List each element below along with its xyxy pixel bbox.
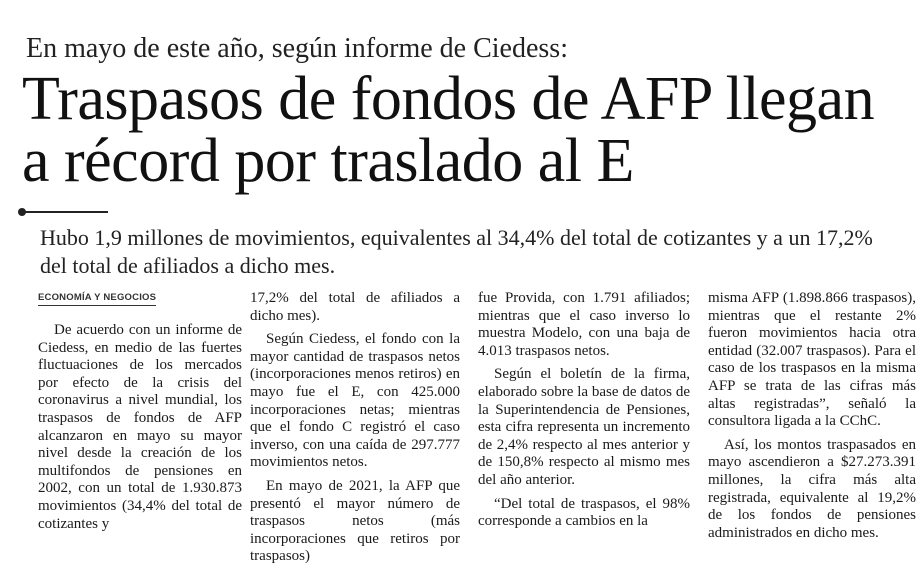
paragraph: Así, los montos traspasados en mayo ascendieron a $27.273.391 millones, la cifra más alta registrada, equivalente al 19,2% de los fondos de pensiones administrados en dicho mes.: [708, 436, 916, 541]
paragraph: misma AFP (1.898.866 traspasos), mientras que el restante 2% fueron movimientos hacia otra entidad (32.007 traspasos). Para el caso de los traspasos en la misma AFP se trata de las cifras más altas registradas”, señaló la consultora ligada a la CChC.: [708, 290, 916, 430]
divider: [22, 211, 108, 213]
article-column-3: [478, 290, 690, 531]
deck: Hubo 1,9 millones de movimientos, equivalentes al 34,4% del total de cotizantes y a un 17,2% del total de afiliados a dicho mes.: [40, 225, 873, 278]
paragraph: De acuerdo con un informe de Ciedess, en medio de las fuertes fluctuaciones de los mercados por efecto de la crisis del coronavirus a nivel mundial, los traspasos de fondos de AFP alcanzaron en mayo su mayor nivel desde la creación de los multifondos de pensiones en 2002, con un total de 1.930.873 movimientos (34,4% del total de cotizantes y: [38, 322, 242, 532]
paragraph: “Del total de traspasos, el 98% corresponde a cambios en la: [478, 495, 690, 530]
paragraph: Según el boletín de la firma, elaborado sobre la base de datos de la Superintendencia de Pensiones, esta cifra representa un incremento de 2,4% respecto al mes anterior y de 150,8% respecto al mismo mes del año anterior.: [478, 366, 690, 488]
paragraph: 17,2% del total de afiliados a dicho mes).: [250, 290, 460, 324]
paragraph: fue Provida, con 1.791 afiliados; mientras que el caso inverso lo muestra Modelo, con una baja de 4.013 traspasos netos.: [478, 290, 690, 359]
paragraph: Según Ciedess, el fondo con la mayor cantidad de traspasos netos (incorporaciones menos retiros) en mayo fue el E, con 425.000 incorporaciones netas; mientras que el fondo C registró el caso inverso, con una caída de 297.777 movimientos netos.: [250, 331, 460, 471]
article-column-1: [38, 322, 242, 533]
paragraph: En mayo de 2021, la AFP que presentó el mayor número de traspasos netos (más incorporaciones que retiros por traspasos): [250, 477, 460, 565]
article-column-4: [708, 290, 916, 542]
section-label: ECONOMÍA Y NEGOCIOS: [38, 292, 156, 306]
kicker: En mayo de este año, según informe de Ciedess:: [26, 33, 568, 64]
article-column-2: [250, 290, 460, 566]
headline: Traspasos de fondos de AFP llegan a récord por traslado al E: [22, 65, 875, 195]
